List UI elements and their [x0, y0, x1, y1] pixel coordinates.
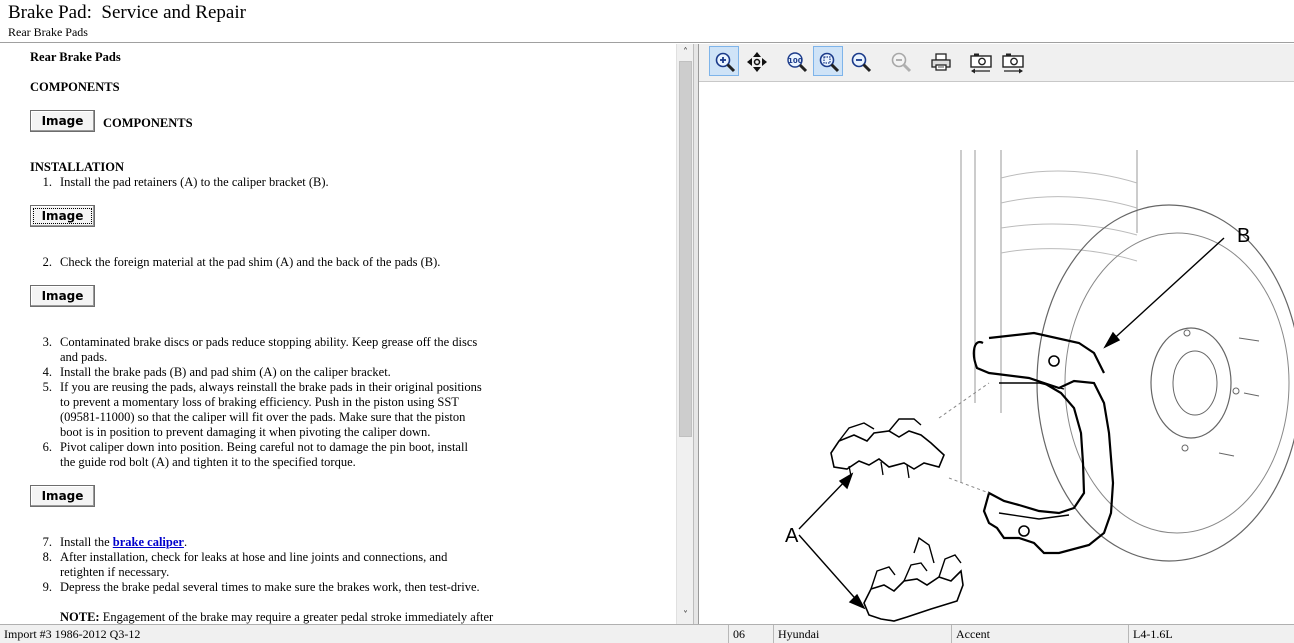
article-scrollbar[interactable]: [676, 44, 693, 624]
step-number: 5.: [42, 380, 52, 394]
document-header: [0, 0, 1294, 43]
step-text: retighten if necessary.: [60, 565, 170, 579]
step-text: Install the pad retainers (A) to the caliper bracket (B).: [60, 175, 329, 189]
step-text: Check the foreign material at the pad shim (A) and the back of the pads (B).: [60, 255, 441, 269]
components-caption: COMPONENTS: [103, 116, 193, 130]
step-text: (09581-11000) so that the caliper will fit over the pads. Make sure that the piston: [60, 410, 466, 424]
step-text: Depress the brake pedal several times to make sure the brakes work, then test-drive.: [60, 580, 480, 594]
status-source: Import #3 1986-2012 Q3-12: [4, 627, 141, 641]
zoom-100-icon: [785, 50, 809, 74]
step-number: 4.: [42, 365, 52, 379]
step-number: 2.: [42, 255, 52, 269]
previous-image-button[interactable]: [965, 46, 995, 76]
document-title: Brake Pad: Service and Repair: [8, 2, 246, 23]
step-number: 6.: [42, 440, 52, 454]
camera-prev-icon: [969, 50, 993, 74]
status-make: Hyundai: [773, 625, 951, 643]
step-number: 1.: [42, 175, 52, 189]
step-text: Contaminated brake discs or pads reduce stopping ability. Keep grease off the discs: [60, 335, 478, 349]
scrollbar-thumb[interactable]: [679, 61, 692, 437]
status-bar: [0, 624, 1294, 643]
components-heading: COMPONENTS: [30, 80, 120, 94]
zoom-out-button[interactable]: [845, 46, 875, 76]
image-viewer-pane: [699, 44, 1294, 624]
step-text: to prevent a momentary loss of braking efficiency. Push in the piston using SST: [60, 395, 459, 409]
article-heading: Rear Brake Pads: [30, 50, 121, 64]
camera-next-icon: [1001, 50, 1025, 74]
step-text: boot is in position to prevent damaging it when pivoting the caliper down.: [60, 425, 431, 439]
actual-size-button[interactable]: [781, 46, 811, 76]
next-image-button[interactable]: [997, 46, 1027, 76]
pan-move-icon: [745, 50, 769, 74]
step-number: 9.: [42, 580, 52, 594]
step-text: the guide rod bolt (A) and tighten it to the specified torque.: [60, 455, 356, 469]
note-text: [60, 610, 493, 624]
step-text: If you are reusing the pads, always reinstall the brake pads in their original positions: [60, 380, 482, 394]
step-number: 7.: [42, 535, 52, 549]
zoom-out-icon: [849, 50, 873, 74]
step-number: 3.: [42, 335, 52, 349]
zoom-fit-button[interactable]: [813, 46, 843, 76]
printer-icon: [929, 50, 953, 74]
step1-image-button[interactable]: Image: [30, 205, 95, 227]
article-pane[interactable]: [0, 44, 676, 624]
note-label: NOTE:: [60, 610, 100, 624]
print-button[interactable]: [925, 46, 955, 76]
zoom-in-icon: [713, 50, 737, 74]
svg-text:100: 100: [788, 57, 803, 65]
step-text-prefix: Install the: [60, 535, 113, 549]
diagram-label-a: A: [785, 525, 799, 547]
zoom-out-disabled-icon: [889, 50, 913, 74]
zoom-in-tool-button[interactable]: [709, 46, 739, 76]
status-year: 06: [728, 625, 773, 643]
step-number: 8.: [42, 550, 52, 564]
status-model: Accent: [951, 625, 1128, 643]
step-text: Install the brake pads (B) and pad shim (A) on the caliper bracket.: [60, 365, 391, 379]
zoom-out-disabled-button[interactable]: [885, 46, 915, 76]
scroll-down-icon[interactable]: ˅: [683, 610, 688, 621]
step-text: Pivot caliper down into position. Being careful not to damage the pin boot, install: [60, 440, 468, 454]
pan-tool-button[interactable]: [741, 46, 771, 76]
diagram-label-b: B: [1237, 225, 1251, 247]
step-text: After installation, check for leaks at hose and line joints and connections, and: [60, 550, 448, 564]
installation-heading: INSTALLATION: [30, 160, 125, 174]
image-toolbar: [699, 44, 1294, 82]
step6-image-button[interactable]: Image: [30, 485, 95, 507]
scroll-up-icon[interactable]: ˄: [683, 47, 688, 58]
step2-image-button[interactable]: Image: [30, 285, 95, 307]
brake-pad-diagram: [699, 83, 1294, 624]
step-text-suffix: .: [183, 535, 188, 549]
step-text: and pads.: [60, 350, 108, 364]
status-engine: L4-1.6L: [1128, 625, 1294, 643]
document-subtitle: Rear Brake Pads: [8, 25, 88, 39]
step-text: [60, 535, 187, 550]
brake-caliper-link[interactable]: brake caliper: [112, 535, 184, 549]
note-body: Engagement of the brake may require a greater pedal stroke immediately after: [99, 610, 494, 624]
components-image-button[interactable]: Image: [30, 110, 95, 132]
zoom-fit-icon: [817, 50, 841, 74]
